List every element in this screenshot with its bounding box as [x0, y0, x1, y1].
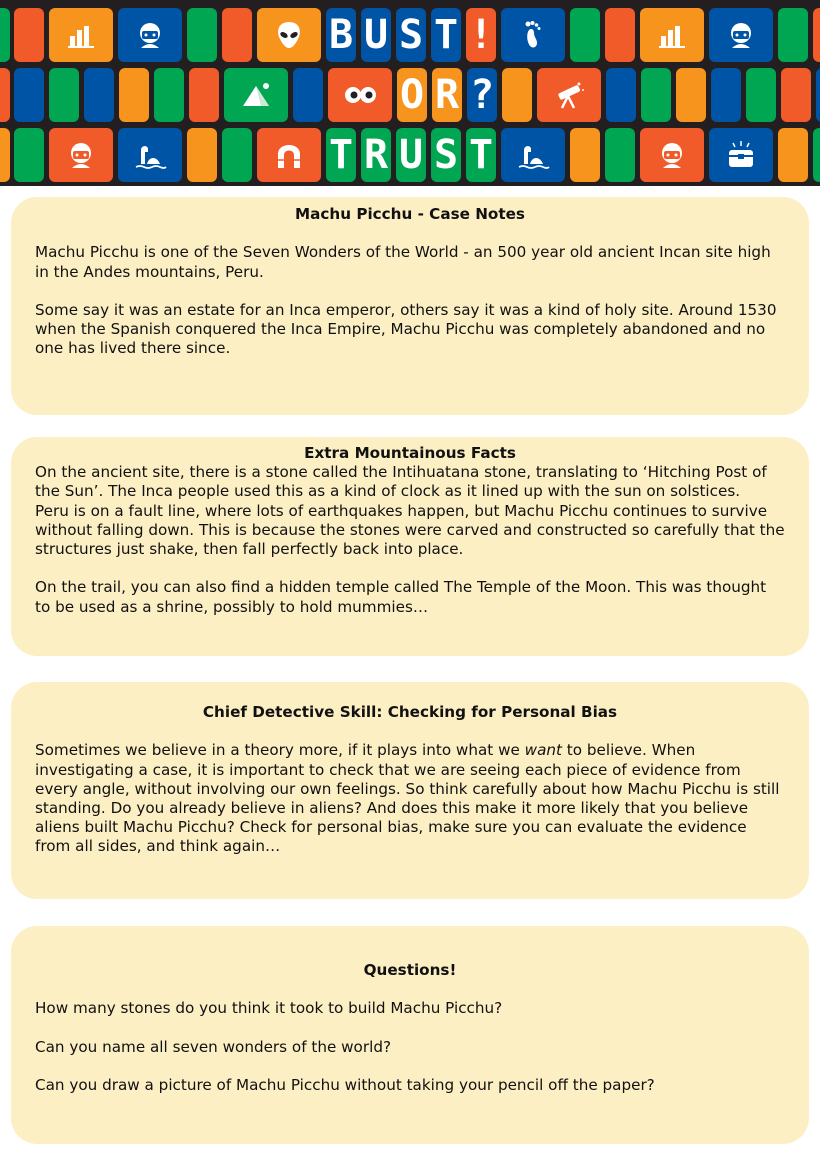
banner-tile — [778, 8, 808, 62]
treasure-chest-icon — [709, 128, 773, 182]
banner-tile — [816, 68, 820, 122]
banner-letter: T — [466, 128, 496, 182]
banner-tile — [813, 8, 820, 62]
telescope-icon — [537, 68, 601, 122]
bar-chart-icon — [640, 8, 704, 62]
pyramid-icon — [224, 68, 288, 122]
banner-letter: R — [361, 128, 391, 182]
banner-tile — [14, 128, 44, 182]
banner-tile — [570, 8, 600, 62]
skill-title: Chief Detective Skill: Checking for Personal Bias — [202, 703, 618, 721]
banner-letter: S — [396, 8, 426, 62]
detective-face-icon — [640, 128, 704, 182]
banner-tile — [84, 68, 114, 122]
questions-title: Questions! — [363, 961, 457, 979]
banner-tile — [293, 68, 323, 122]
banner-letter: O — [397, 68, 427, 122]
facts-title: Extra Mountainous Facts — [304, 444, 516, 462]
banner-letter: U — [361, 8, 391, 62]
banner-letter: T — [431, 8, 461, 62]
banner-tile — [0, 128, 10, 182]
facts-paragraph: On the ancient site, there is a stone called the Intihuatana stone, translating to ‘Hitching Post of the Sun’. The Inca people used this as a kind of clock as it lined up with the sun on solstices. — [35, 463, 767, 501]
detective-face-icon — [118, 8, 182, 62]
banner-tile — [605, 8, 635, 62]
facts-box — [11, 437, 809, 656]
banner-tile — [154, 68, 184, 122]
case-notes-box — [11, 197, 809, 415]
banner-tile — [813, 128, 820, 182]
stone-arch-icon — [257, 128, 321, 182]
banner-tile — [14, 8, 44, 62]
banner-tile — [222, 8, 252, 62]
facts-paragraph: Peru is on a fault line, where lots of earthquakes happen, but Machu Picchu continues to survive without falling down. This is because the stones were carved and constructed so carefully that the structures just shake, then fall perfectly back into place. — [35, 501, 785, 559]
banner-letter: B — [326, 8, 356, 62]
skill-paragraph — [35, 741, 785, 856]
banner-tile — [606, 68, 636, 122]
footprint-icon — [501, 8, 565, 62]
skill-text: to believe. When investigating a case, it is important to check that we are seeing each piece of evidence from every angle, without involving our own feelings. So think carefully about how Machu Picchu is still standing. Do you already believe in aliens? And does this make it more likely that you believe aliens built Machu Picchu? Check for personal bias, make sure you can evaluate the evidence from all sides, and think again… — [35, 741, 780, 856]
banner-tile — [711, 68, 741, 122]
questions-box — [11, 926, 809, 1144]
banner-letter: R — [432, 68, 462, 122]
facts-paragraph: On the trail, you can also find a hidden temple called The Temple of the Moon. This was thought to be used as a shrine, possibly to hold mummies… — [35, 578, 767, 616]
eyes-icon — [328, 68, 392, 122]
banner-tile — [746, 68, 776, 122]
banner-tile — [641, 68, 671, 122]
banner-tile — [502, 68, 532, 122]
question-item: Can you draw a picture of Machu Picchu without taking your pencil off the paper? — [35, 1076, 655, 1095]
detective-face-icon — [49, 128, 113, 182]
banner-tile — [781, 68, 811, 122]
banner-tile — [0, 8, 10, 62]
detective-face-icon — [709, 8, 773, 62]
banner-tile — [676, 68, 706, 122]
banner-tile — [605, 128, 635, 182]
loch-ness-monster-icon — [501, 128, 565, 182]
question-item: How many stones do you think it took to build Machu Picchu? — [35, 999, 503, 1018]
case-notes-title: Machu Picchu - Case Notes — [295, 205, 525, 223]
skill-emphasis: want — [524, 741, 562, 760]
header-banner — [0, 0, 820, 186]
skill-box — [11, 682, 809, 899]
banner-letter: ! — [466, 8, 496, 62]
skill-text: Sometimes we believe in a theory more, if it plays into what we — [35, 741, 525, 760]
banner-tile — [0, 68, 10, 122]
case-notes-paragraph: Machu Picchu is one of the Seven Wonders of the World - an 500 year old ancient Incan site high in the Andes mountains, Peru. — [35, 243, 771, 281]
banner-tile — [49, 68, 79, 122]
banner-letter: T — [326, 128, 356, 182]
loch-ness-monster-icon — [118, 128, 182, 182]
banner-tile — [187, 8, 217, 62]
bar-chart-icon — [49, 8, 113, 62]
banner-tile — [778, 128, 808, 182]
banner-tile — [14, 68, 44, 122]
banner-tile — [222, 128, 252, 182]
case-notes-paragraph: Some say it was an estate for an Inca emperor, others say it was a kind of holy site. Around 1530 when the Spanish conquered the Inca Empire, Machu Picchu was completely abandoned and no one has lived there since. — [35, 300, 777, 358]
banner-tile — [187, 128, 217, 182]
banner-tile — [189, 68, 219, 122]
banner-letter: S — [431, 128, 461, 182]
banner-letter: U — [396, 128, 426, 182]
banner-tile — [570, 128, 600, 182]
banner-letter: ? — [467, 68, 497, 122]
banner-tile — [119, 68, 149, 122]
alien-icon — [257, 8, 321, 62]
question-item: Can you name all seven wonders of the world? — [35, 1037, 392, 1056]
